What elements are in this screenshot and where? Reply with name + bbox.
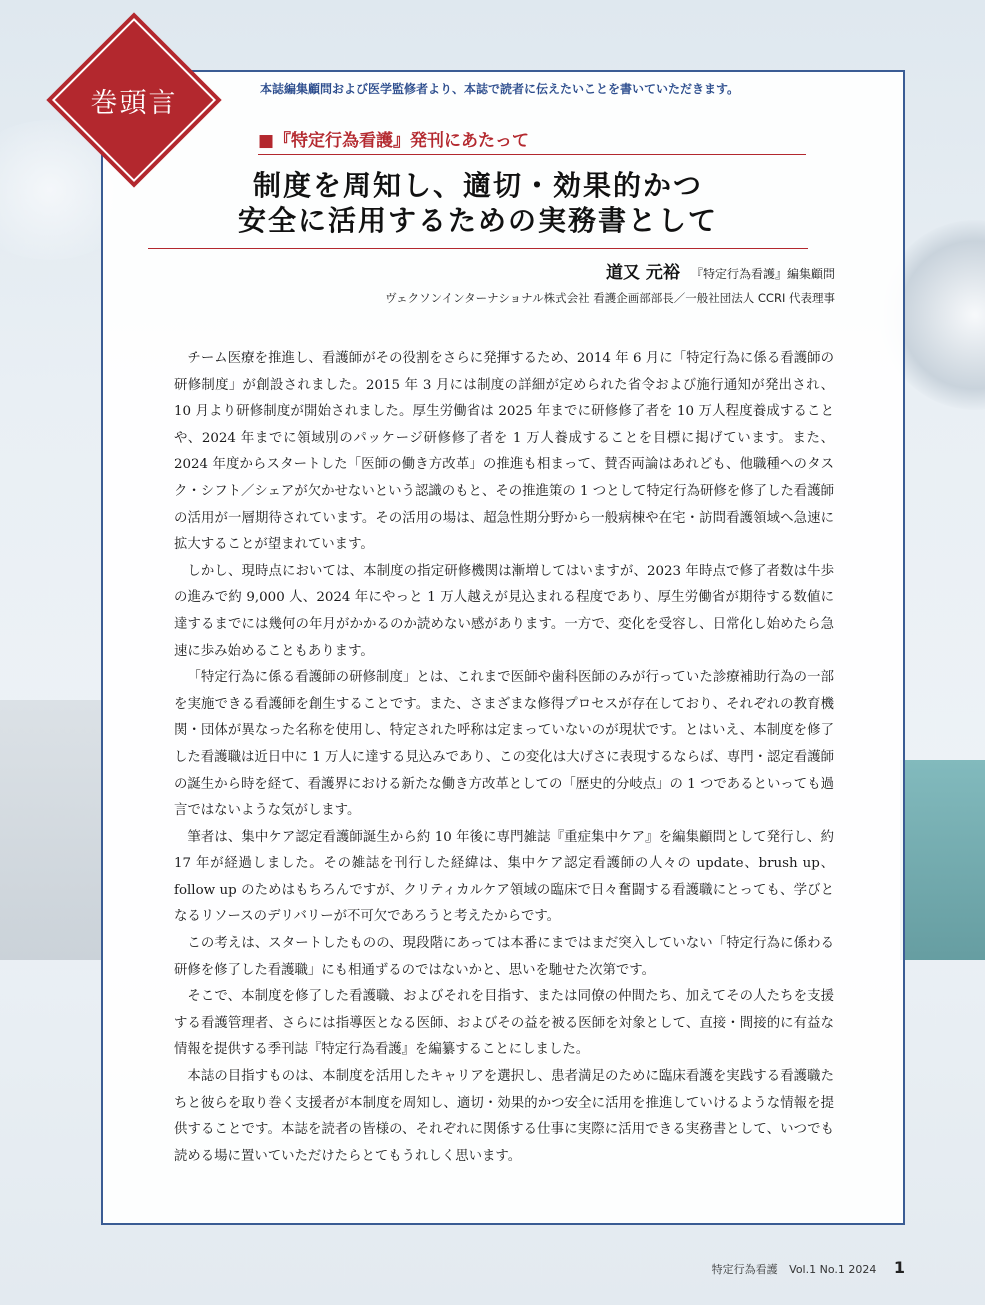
- footer-issue: Vol.1 No.1 2024: [789, 1263, 877, 1276]
- author-name: 道又 元裕: [605, 263, 680, 283]
- paragraph: 本誌の目指すものは、本制度を活用したキャリアを選択し、患者満足のために臨床看護を実践する看護職たちと彼らを取り巻く支援者が本制度を周知し、適切・効果的かつ安全に活用を推進していけるような情報を提供することです。本誌を読者の皆様の、それぞれに関係する仕事に実際に活用できる実務書として、いつでも読める場に置いていただけたらとてもうれしく思います。: [174, 1069, 834, 1164]
- paragraph: チーム医療を推進し、看護師がその役割をさらに発揮するため、2014 年 6 月に「特定行為に係る看護師の研修制度」が創設されました。2015 年 3 月には制度の詳細が定められた省令および施行通知が発出され、10 月より研修制度が開始されました。厚生労働省は 2025 年までに研修修了者を 10 万人程度養成することや、2024 年までに領域別のパッケージ研修修了者を 1 万人養成することを目標に掲げています。また、2024 年度からスタートした「医師の働き方改革」の推進も相まって、賛否両論はあれども、他職種へのタスク・シフト／シェアが欠かせないという認識のもと、その推進策の 1 つとして特定行為研修を修了した看護師の活用が一層期待されています。その活用の場は、超急性期分野から一般病棟や在宅・訪問看護領域へ急速に拡大することが望まれています。: [174, 351, 834, 553]
- footer-journal: 特定行為看護: [711, 1263, 778, 1276]
- author-affiliation: ヴェクソンインターナショナル株式会社 看護企画部部長／一般社団法人 CCRI 代表理事: [385, 291, 835, 305]
- paragraph: 「特定行為に係る看護師の研修制度」とは、これまで医師や歯科医師のみが行っていた診療補助行為の一部を実施できる看護師を創生することです。また、さまざまな修得プロセスが存在しており、それぞれの教育機関・団体が異なった名称を使用し、特定された呼称は定まっていないのが現状です。とはいえ、本制度を修了した看護職は近日中に 1 万人に達する見込みであり、この変化は大げさに表現するならば、専門・認定看護師の誕生から時を経て、看護界における新たな働き方改革としての「歴史的分岐点」の 1 つであるといっても過言ではないような気がします。: [174, 670, 834, 819]
- title-line-1: 制度を周知し、適切・効果的かつ: [252, 169, 703, 202]
- divider-top: [258, 154, 806, 155]
- section-badge: [46, 12, 222, 188]
- paragraph: この考えは、スタートしたものの、現段階にあっては本番にまではまだ突入していない「特定行為に係わる研修を修了した看護職」にも相通ずるのではないかと、思いを馳せた次第です。: [174, 936, 834, 978]
- paragraph: しかし、現時点においては、本制度の指定研修機関は漸増してはいますが、2023 年時点で修了者数は牛歩の進みで約 9,000 人、2024 年にやっと 1 万人越えが見込まれる程度であり、厚生労働省が期待する数値に達するまでには幾何の年月がかかるのか読めない感があります。一方で、変化を受容し、日常化し始めたら急速に歩み始めることもあります。: [174, 563, 834, 659]
- divider-bottom: [148, 248, 808, 249]
- badge-label: 巻頭言: [90, 87, 178, 119]
- article-title: [148, 168, 808, 238]
- page-number: 1: [893, 1258, 905, 1277]
- page-footer: [712, 1258, 905, 1277]
- author-line: [606, 258, 835, 283]
- background-bed: [900, 760, 985, 960]
- section-label: ■『特定行為看護』発刊にあたって: [258, 131, 530, 151]
- title-line-2: 安全に活用するための実務書として: [237, 204, 718, 237]
- author-role: 『特定行為看護』編集顧問: [690, 267, 835, 281]
- paragraph: そこで、本制度を修了した看護職、およびそれを目指す、または同僚の仲間たち、加えてその人たちを支援する看護管理者、さらには指導医となる医師、およびその益を被る医師を対象として、直接・間接的に有益な情報を提供する季刊誌『特定行為看護』を編纂することにしました。: [174, 989, 834, 1058]
- paragraph: 筆者は、集中ケア認定看護師誕生から約 10 年後に専門雑誌『重症集中ケア』を編集顧問として発行し、約 17 年が経過しました。その雑誌を刊行した経緯は、集中ケア認定看護師の人々の update、brush up、follow up のためはもちろんですが、クリティカルケア領域の臨床で日々奮闘する看護職にとっても、学びとなるリソースのデリバリーが不可欠であろうと考えたからです。: [174, 829, 834, 925]
- background-cabinet: [0, 700, 101, 960]
- article-body: [174, 346, 834, 1170]
- intro-text: 本誌編集顧問および医学監修者より、本誌で読者に伝えたいことを書いていただきます。: [260, 82, 740, 96]
